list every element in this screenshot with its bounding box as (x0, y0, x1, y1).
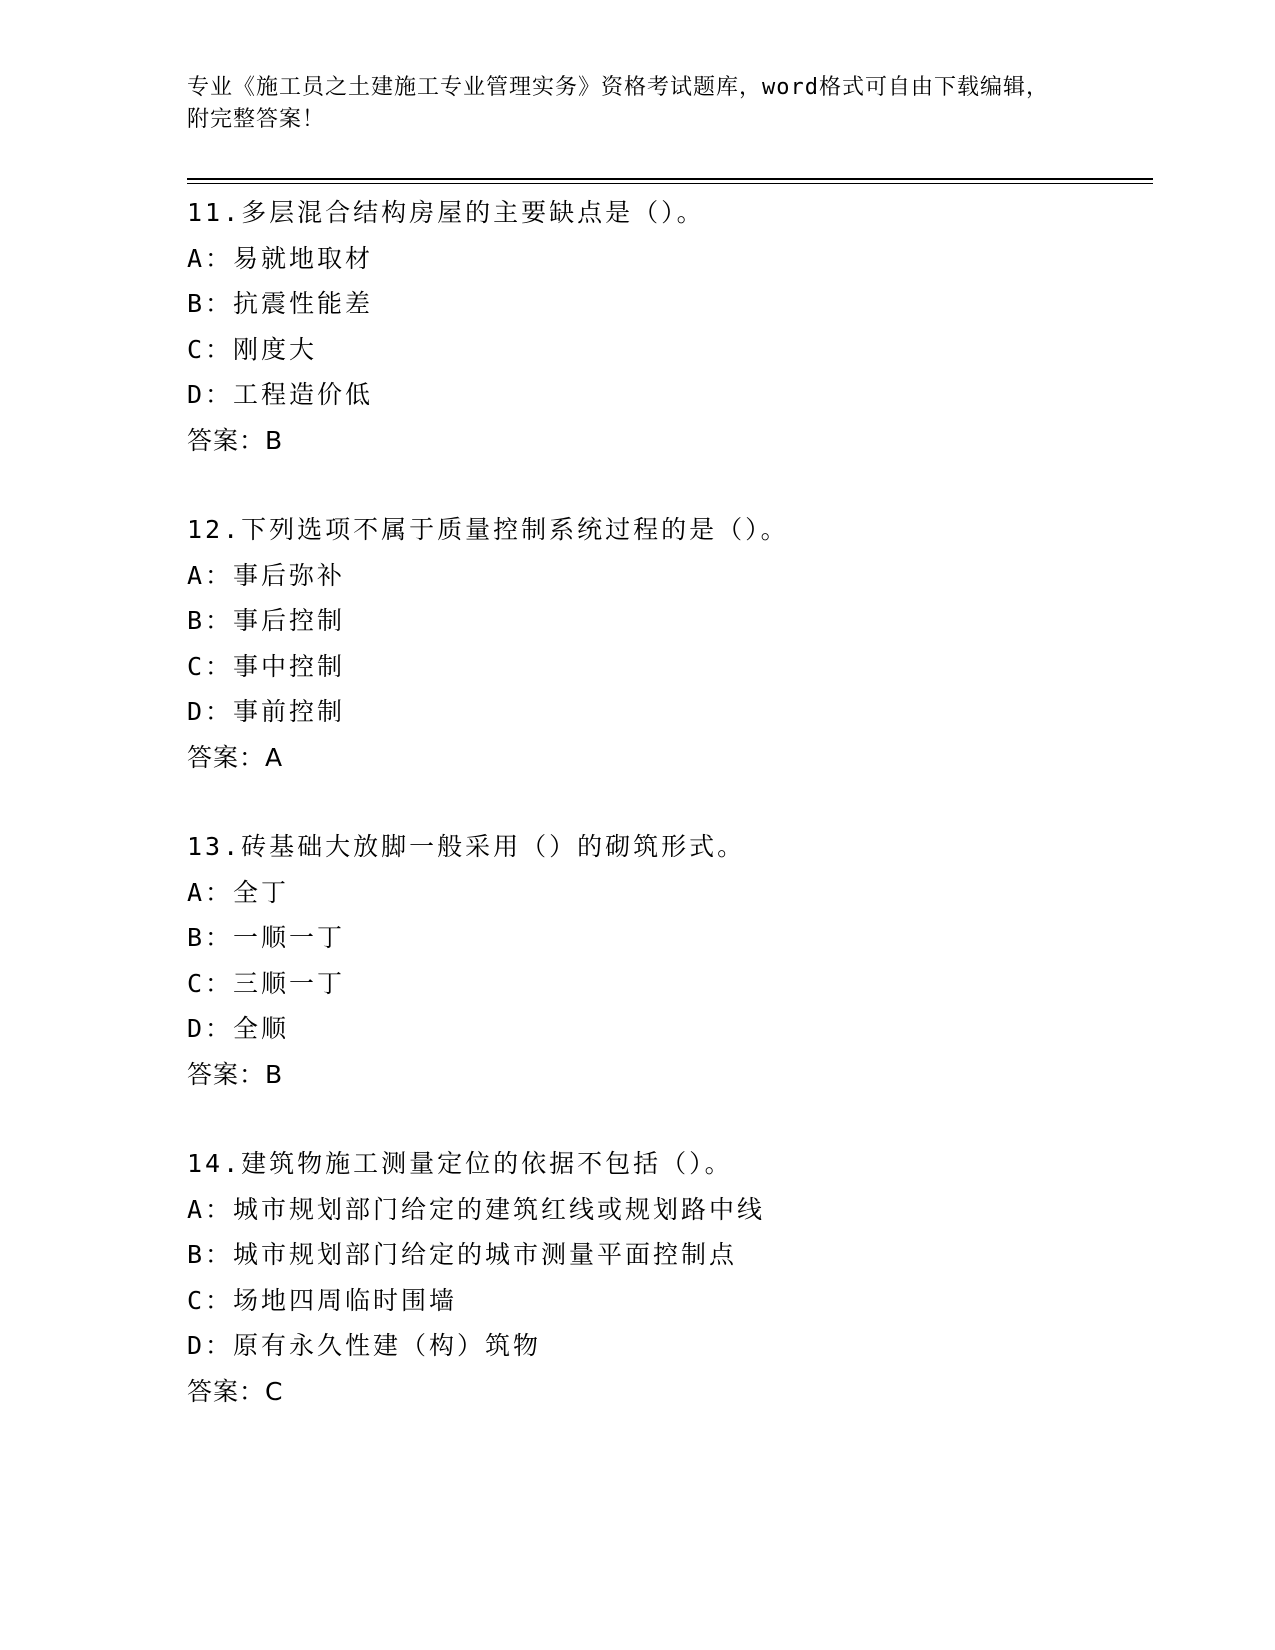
document-header: 专业《施工员之土建施工专业管理实务》资格考试题库，word格式可自由下载编辑，附完整答案！ (187, 75, 1049, 132)
option-b: B：抗震性能差 (187, 289, 374, 318)
option-c: C：刚度大 (187, 334, 318, 364)
option-a: A：城市规划部门给定的建筑红线或规划路中线 (187, 1194, 766, 1224)
answer-line: 答案：C (187, 1376, 284, 1406)
question-list (187, 190, 1147, 1458)
option-c: C：三顺一丁 (187, 968, 346, 998)
option-a: A：全丁 (187, 877, 290, 907)
option-d: D：原有永久性建（构）筑物 (187, 1331, 542, 1360)
option-a: A：事后弥补 (187, 560, 346, 590)
option-d: D：工程造价低 (187, 380, 374, 409)
question-stem: 12.下列选项不属于质量控制系统过程的是（）。 (187, 515, 789, 544)
question-14 (187, 1141, 1147, 1414)
question-12 (187, 507, 1147, 780)
option-b: B：一顺一丁 (187, 923, 346, 952)
option-b: B：城市规划部门给定的城市测量平面控制点 (187, 1240, 738, 1269)
header-divider-thin (187, 183, 1153, 184)
header-divider-thick (187, 178, 1153, 180)
answer-line: 答案：A (187, 742, 284, 772)
question-11 (187, 190, 1147, 463)
question-stem: 11.多层混合结构房屋的主要缺点是（）。 (187, 198, 705, 227)
question-stem: 13.砖基础大放脚一般采用（）的砌筑形式。 (187, 832, 746, 861)
question-13 (187, 824, 1147, 1097)
answer-line: 答案：B (187, 1059, 284, 1089)
option-c: C：场地四周临时围墙 (187, 1285, 458, 1315)
option-a: A：易就地取材 (187, 243, 374, 273)
option-d: D：全顺 (187, 1014, 290, 1043)
option-c: C：事中控制 (187, 651, 346, 681)
answer-line: 答案：B (187, 425, 284, 455)
option-d: D：事前控制 (187, 697, 346, 726)
question-stem: 14.建筑物施工测量定位的依据不包括（）。 (187, 1149, 733, 1178)
option-b: B：事后控制 (187, 606, 346, 635)
